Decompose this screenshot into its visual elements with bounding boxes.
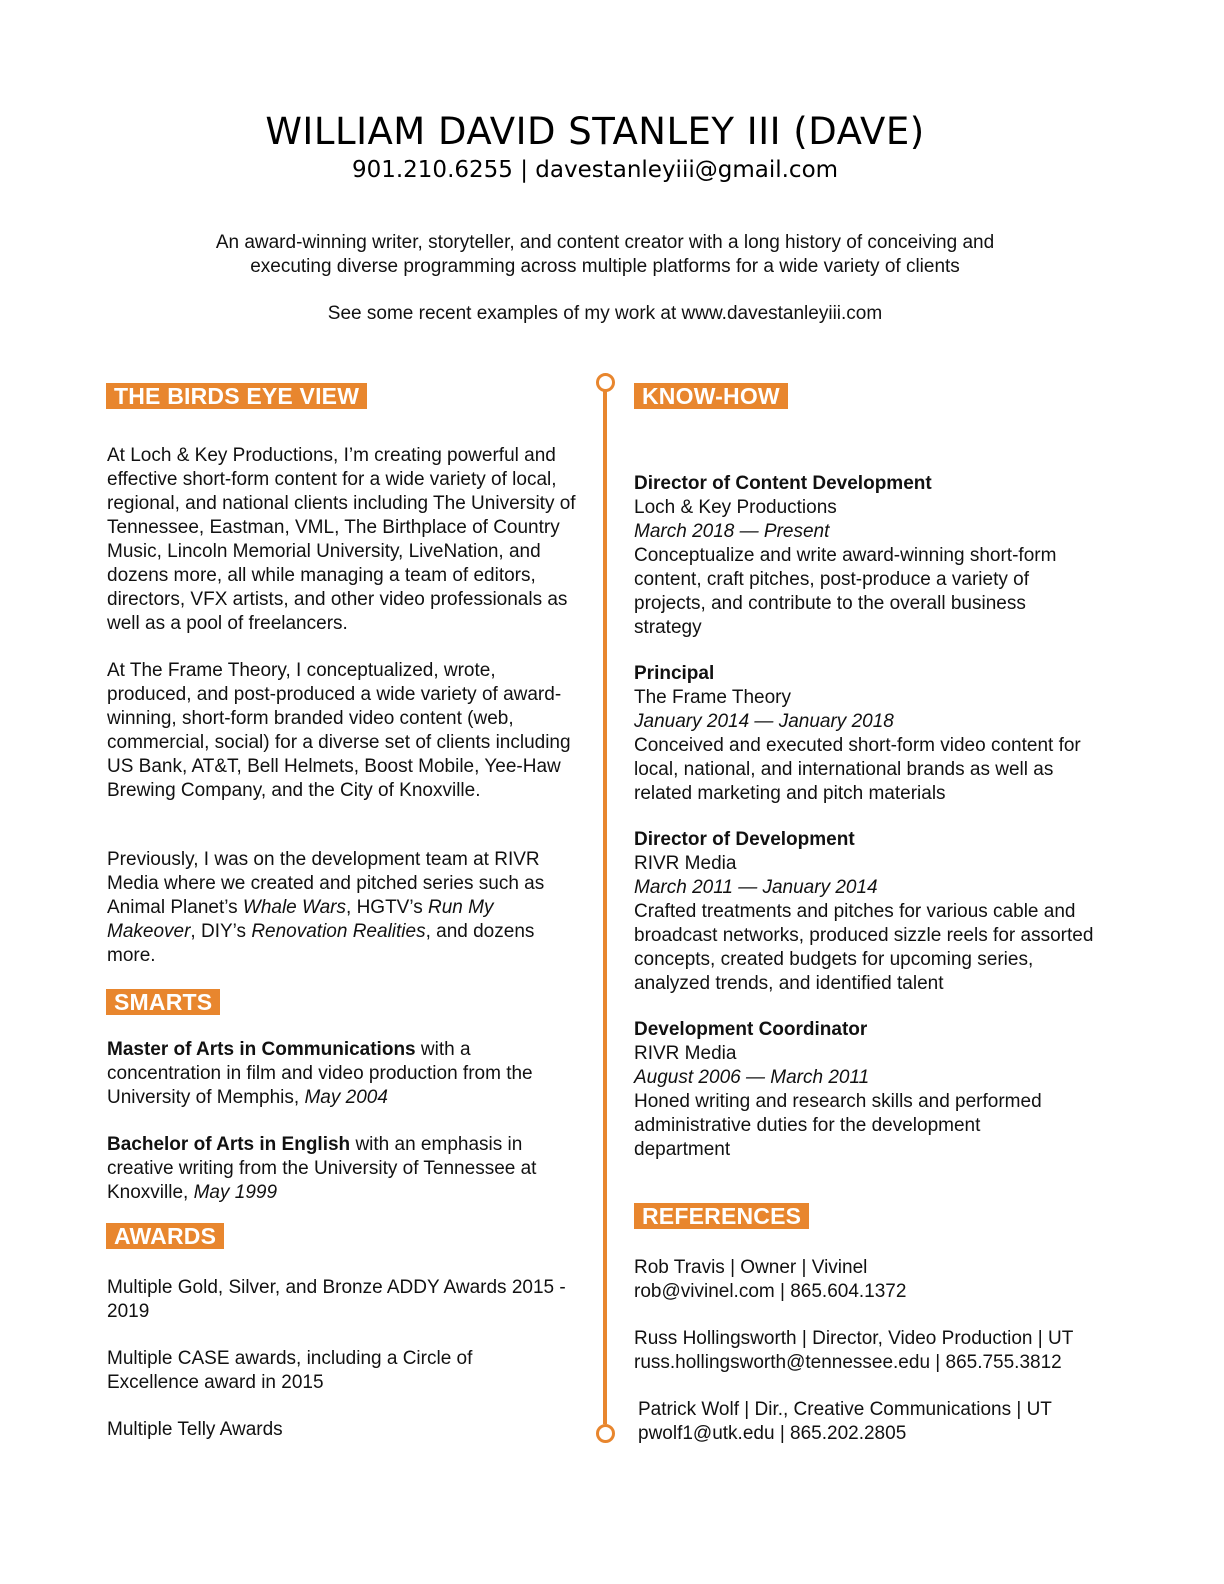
job-title: Director of Development xyxy=(634,829,855,850)
reference-name-line: Patrick Wolf | Dir., Creative Communications | UT xyxy=(638,1399,1052,1420)
reference-entry xyxy=(634,1327,1073,1375)
degree-masters: Master of Arts in Communications with a concentration in film and video production from the University of Memphis, May 2004 xyxy=(107,1039,533,1108)
birds-eye-paragraph-3: Previously, I was on the development team at RIVR Media where we created and pitched series such as Animal Planet’s Whale Wars, HGTV’s Run My Makeover, DIY’s Renovation Realities, and dozens more. xyxy=(107,849,545,966)
timeline-bottom-node xyxy=(596,1424,615,1443)
summary-line-2: executing diverse programming across multiple platforms for a wide variety of clients xyxy=(250,256,960,277)
job-description: Conceptualize and write award-winning short-form content, craft pitches, post-produce a variety of projects, and contribute to the overall business strategy xyxy=(634,545,1057,638)
job-title: Principal xyxy=(634,663,715,684)
timeline-top-node xyxy=(596,373,615,392)
job-description: Honed writing and research skills and performed administrative duties for the development department xyxy=(634,1091,1042,1160)
job-entry xyxy=(634,828,1114,996)
award-item: Multiple CASE awards, including a Circle of Excellence award in 2015 xyxy=(107,1348,473,1393)
reference-contact-line: pwolf1@utk.edu | 865.202.2805 xyxy=(638,1423,907,1444)
reference-name-line: Russ Hollingsworth | Director, Video Production | UT xyxy=(634,1328,1074,1349)
job-company: The Frame Theory xyxy=(634,687,791,708)
section-heading-know-how: KNOW-HOW xyxy=(634,383,788,409)
award-item: Multiple Gold, Silver, and Bronze ADDY Awards 2015 - 2019 xyxy=(107,1277,566,1322)
job-company: RIVR Media xyxy=(634,853,737,874)
reference-contact-line: rob@vivinel.com | 865.604.1372 xyxy=(634,1281,907,1302)
contact-info: 901.210.6255 | davestanleyiii@gmail.com xyxy=(351,157,839,183)
show-whale-wars: Whale Wars xyxy=(242,897,347,918)
birds-eye-paragraph-1: At Loch & Key Productions, I’m creating powerful and effective short-form content for a wide variety of local, regional, and national clients including The University of Tennessee, Eastman, VML, The Birthplace of Country Music, Lincoln Memorial University, LiveNation, and dozens more, all while managing a team of editors, directors, VFX artists, and other video professionals as well as a pool of freelancers. xyxy=(107,445,576,634)
job-dates: August 2006 — March 2011 xyxy=(634,1067,870,1088)
job-description: Crafted treatments and pitches for various cable and broadcast networks, produced sizzle reels for assorted concepts, created budgets for upcoming series, analyzed trends, and identified talent xyxy=(634,901,1094,994)
job-company: Loch & Key Productions xyxy=(634,497,837,518)
reference-contact-line: russ.hollingsworth@tennessee.edu | 865.755.3812 xyxy=(634,1352,1062,1373)
job-dates: March 2018 — Present xyxy=(634,521,830,542)
job-entry xyxy=(634,662,1114,806)
summary-line-1: An award-winning writer, storyteller, and content creator with a long history of conceiving and xyxy=(215,232,995,253)
job-dates: January 2014 — January 2018 xyxy=(634,711,894,732)
summary xyxy=(0,231,1210,279)
reference-entry xyxy=(634,1256,906,1304)
job-title: Development Coordinator xyxy=(634,1019,868,1040)
show-renovation-realities: Renovation Realities xyxy=(251,921,426,942)
job-title: Director of Content Development xyxy=(634,473,932,494)
job-entry xyxy=(634,472,1114,640)
job-entry xyxy=(634,1018,1114,1162)
resume-name: WILLIAM DAVID STANLEY III (DAVE) xyxy=(265,110,925,153)
show-run-my-makeover: Run My Makeover xyxy=(107,897,494,942)
section-heading-smarts: SMARTS xyxy=(106,989,220,1015)
section-heading-references: REFERENCES xyxy=(634,1203,809,1229)
section-heading-birds-eye: THE BIRDS EYE VIEW xyxy=(106,383,367,409)
reference-entry xyxy=(638,1398,1052,1446)
timeline-line xyxy=(603,390,607,1424)
job-dates: March 2011 — January 2014 xyxy=(634,877,878,898)
degree-bachelors: Bachelor of Arts in English with an emphasis in creative writing from the University of Tennessee at Knoxville, May 1999 xyxy=(107,1134,537,1203)
job-company: RIVR Media xyxy=(634,1043,737,1064)
birds-eye-paragraph-2: At The Frame Theory, I conceptualized, wrote, produced, and post-produced a wide variety of award-winning, short-form branded video content (web, commercial, social) for a diverse set of clients including US Bank, AT&T, Bell Helmets, Boost Mobile, Yee-Haw Brewing Company, and the City of Knoxville. xyxy=(107,660,571,801)
reference-name-line: Rob Travis | Owner | Vivinel xyxy=(634,1257,868,1278)
job-description: Conceived and executed short-form video content for local, national, and international brands as well as related marketing and pitch materials xyxy=(634,735,1081,804)
portfolio-link-text: See some recent examples of my work at www.davestanleyiii.com xyxy=(327,303,883,324)
award-item: Multiple Telly Awards xyxy=(107,1419,283,1440)
section-heading-awards: AWARDS xyxy=(106,1223,224,1249)
